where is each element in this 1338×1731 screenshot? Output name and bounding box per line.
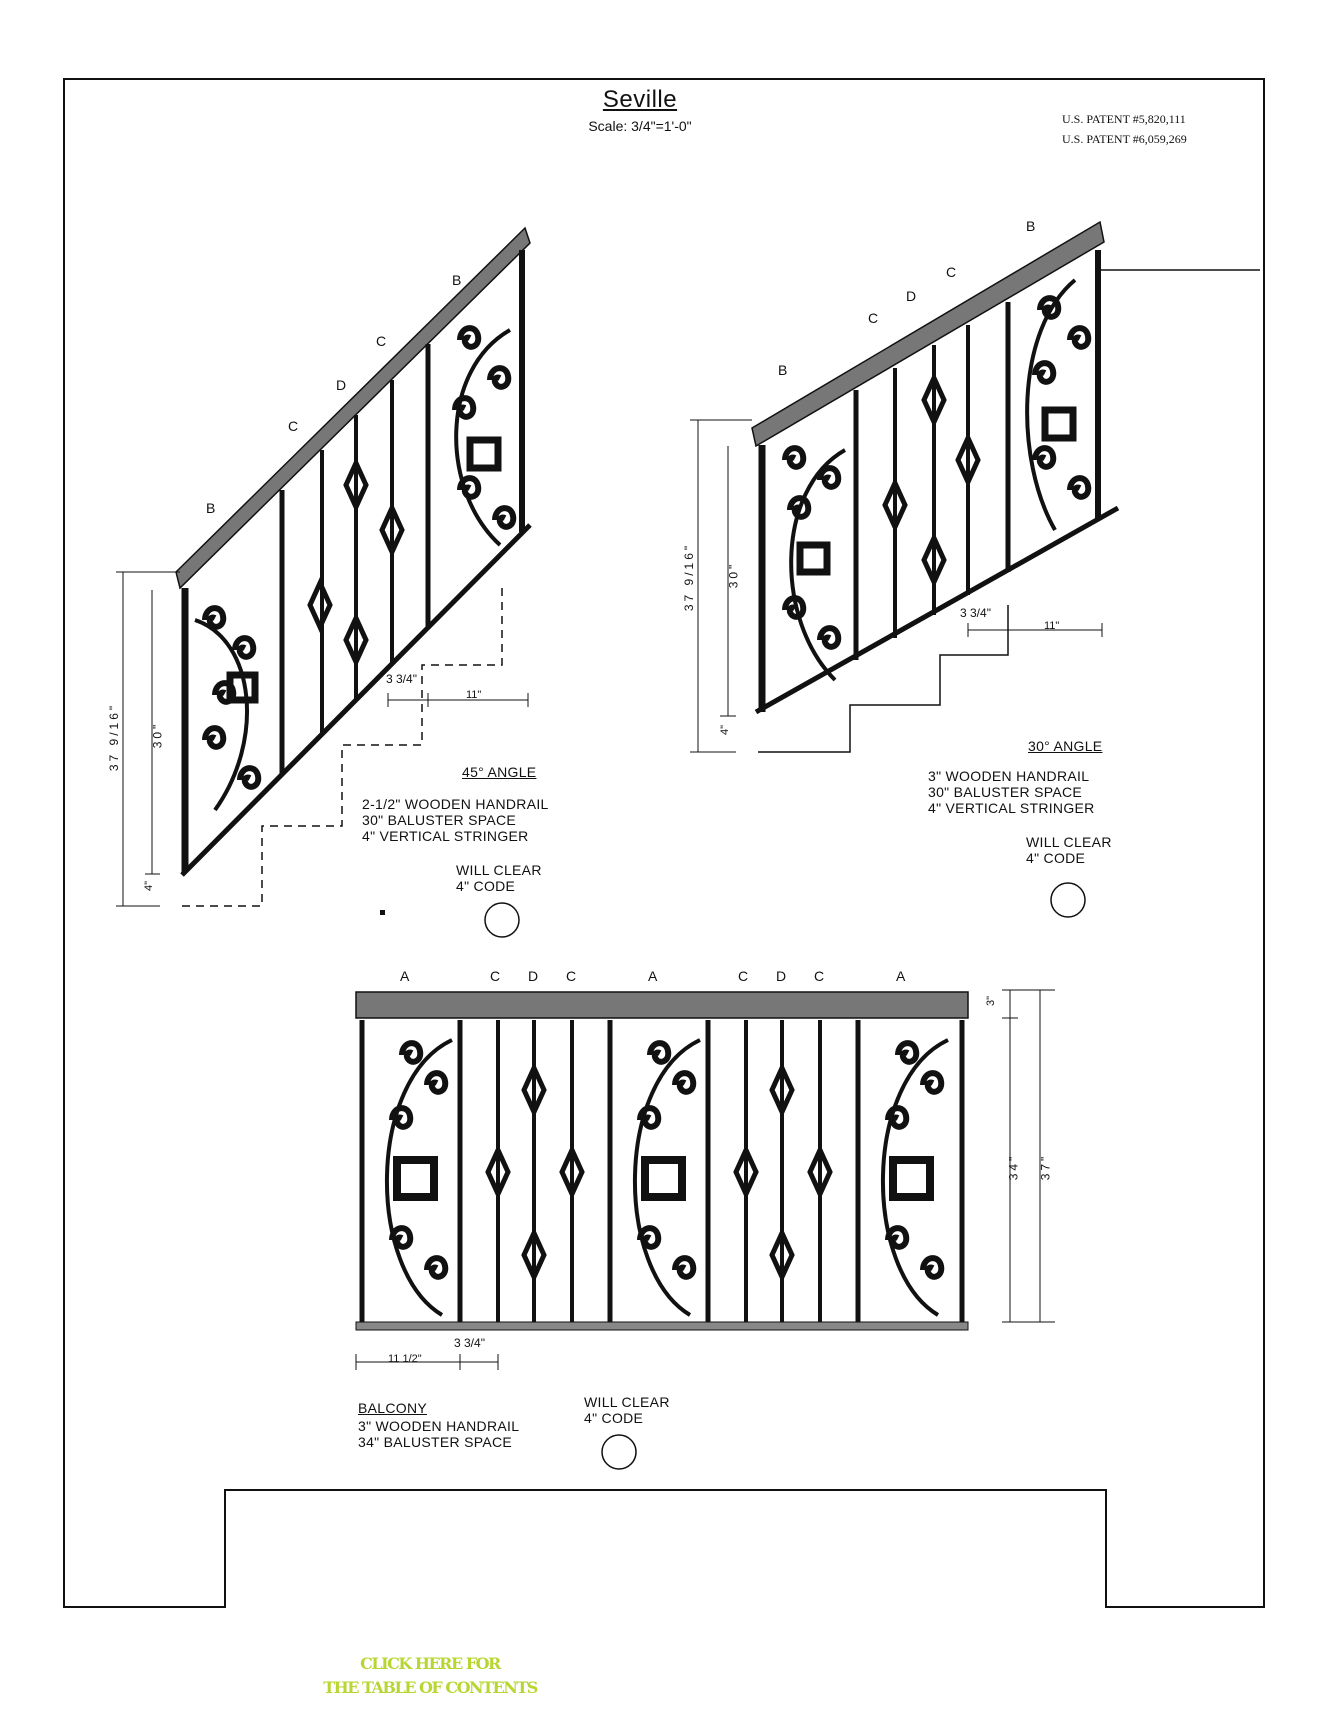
stair30-dim-stringer: 4" — [719, 724, 732, 736]
stair-30-drawing — [690, 222, 1118, 752]
patent-1: U.S. PATENT #5,820,111 — [1062, 112, 1186, 126]
balcony-label-3: D — [528, 968, 539, 984]
balcony-label-7: D — [776, 968, 787, 984]
balcony-drawing — [356, 990, 1055, 1370]
stair30-label-d: D — [906, 288, 917, 304]
stair30-code-note: WILL CLEAR 4" CODE — [1026, 834, 1112, 866]
code-circle-balcony — [602, 1435, 636, 1469]
stair45-dim-overall: 37 9/16" — [107, 702, 122, 772]
balcony-dim-rail: 3" — [985, 995, 998, 1007]
stair45-label-c2: C — [376, 333, 387, 349]
scale-note: Scale: 3/4"=1'-0" — [588, 118, 692, 134]
stair45-heading: 45° ANGLE — [462, 764, 537, 780]
balcony-code-note: WILL CLEAR 4" CODE — [584, 1394, 670, 1426]
balcony-dim-space: 34" — [1006, 1153, 1021, 1181]
balcony-label-5: A — [648, 968, 658, 984]
stair45-code-note: WILL CLEAR 4" CODE — [456, 862, 542, 894]
balcony-heading: BALCONY — [358, 1400, 428, 1416]
stair45-dim-gap: 3 3/4" — [386, 672, 417, 686]
stair30-label-c1: C — [868, 310, 879, 326]
stair30-label-b1: B — [778, 362, 788, 378]
code-circle-45 — [485, 903, 519, 937]
stair45-label-d: D — [336, 377, 347, 393]
table-of-contents-link[interactable]: CLICK HERE FOR THE TABLE OF CONTENTS — [323, 1654, 537, 1697]
page-title: Seville — [602, 86, 678, 113]
balcony-label-8: C — [814, 968, 825, 984]
stair45-specs: 2-1/2" WOODEN HANDRAIL 30" BALUSTER SPACE 4" VERTICAL STRINGER — [362, 796, 549, 844]
stair30-dim-gap: 3 3/4" — [960, 606, 991, 620]
stair30-label-b2: B — [1026, 218, 1036, 234]
balcony-specs: 3" WOODEN HANDRAIL 34" BALUSTER SPACE — [358, 1418, 520, 1450]
balcony-dim-overall: 37" — [1038, 1153, 1053, 1181]
stair45-dim-stringer: 4" — [143, 880, 156, 892]
balcony-dim-gap: 3 3/4" — [454, 1336, 485, 1350]
stair45-label-c1: C — [288, 418, 299, 434]
stair45-label-b2: B — [452, 272, 462, 288]
stair45-dim-tread: 11" — [466, 689, 482, 701]
balcony-label-1: A — [400, 968, 410, 984]
stair30-dim-space: 30" — [726, 561, 741, 589]
balcony-dim-panel: 11 1/2" — [388, 1353, 422, 1365]
stair30-heading: 30° ANGLE — [1028, 738, 1103, 754]
stair45-dim-space: 30" — [150, 721, 165, 749]
stair30-dim-tread: 11" — [1044, 620, 1060, 632]
stair30-label-c2: C — [946, 264, 957, 280]
code-circle-30 — [1051, 883, 1085, 917]
balcony-label-4: C — [566, 968, 577, 984]
balcony-label-6: C — [738, 968, 749, 984]
patent-2: U.S. PATENT #6,059,269 — [1062, 132, 1187, 146]
balcony-label-2: C — [490, 968, 501, 984]
stair45-label-b1: B — [206, 500, 216, 516]
balcony-label-9: A — [896, 968, 906, 984]
stair30-dim-overall: 37 9/16" — [682, 542, 697, 612]
stair30-specs: 3" WOODEN HANDRAIL 30" BALUSTER SPACE 4" VERTICAL STRINGER — [928, 768, 1095, 816]
